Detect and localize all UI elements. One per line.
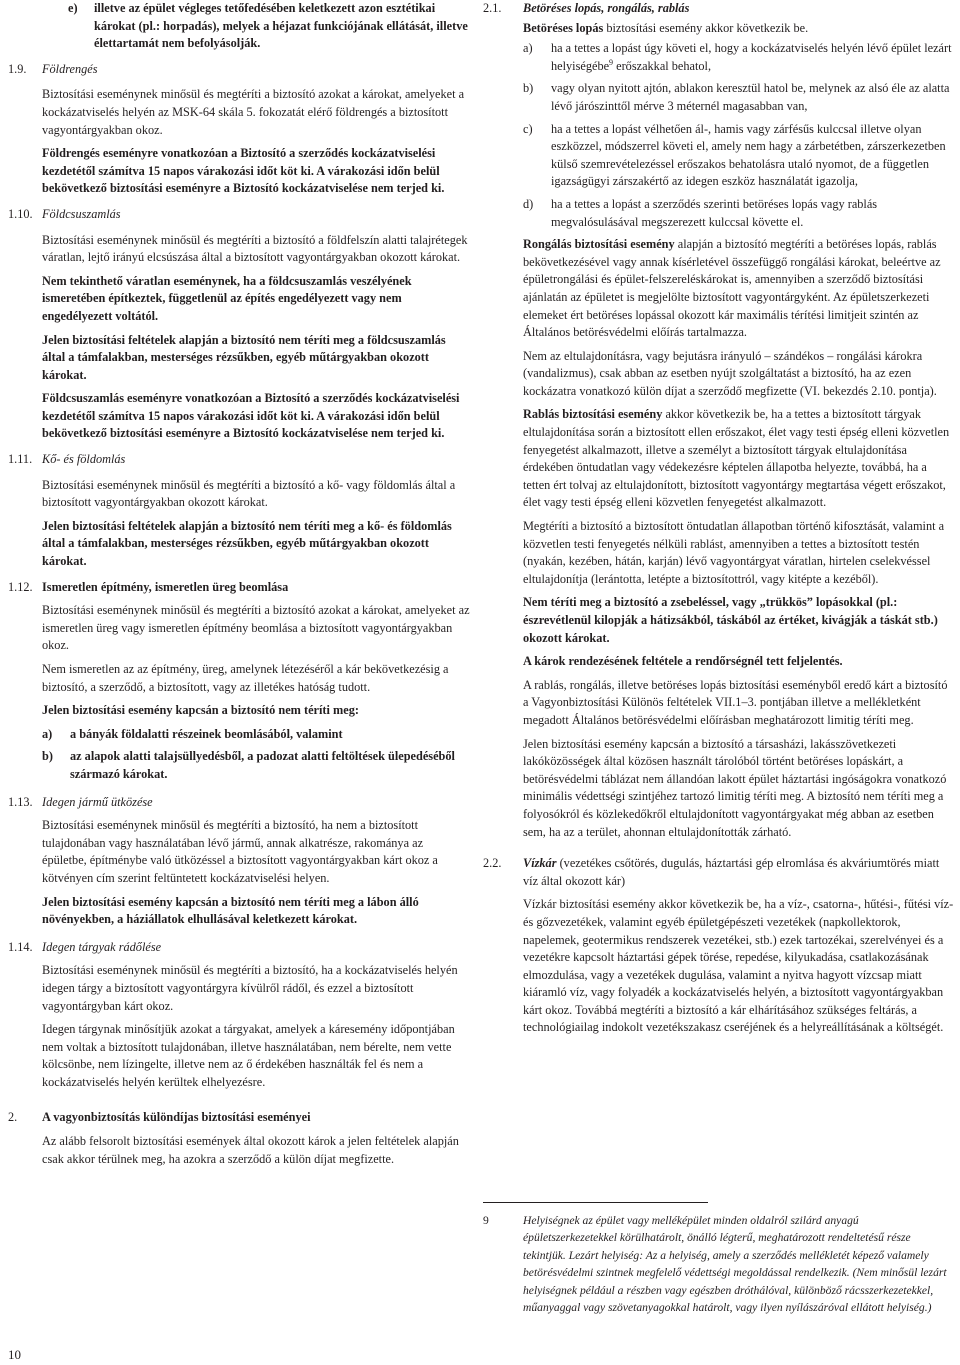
footnote-number: 9 xyxy=(483,1214,489,1227)
paragraph-bold: Nem tekinthető váratlan eseménynek, ha a földcsuszamlás veszélyének ismeretében építkeztek, függetlenül az építés engedélyezett vagy nem engedélyezett voltától. xyxy=(42,273,412,323)
list-key: e) xyxy=(68,1,78,15)
term-rest: biztosítási esemény akkor következik be. xyxy=(606,20,809,35)
list-item-b xyxy=(42,748,470,783)
section-title: Ismeretlen építmény, ismeretlen üreg beomlása xyxy=(42,579,289,594)
section-number: 1.12. xyxy=(8,579,33,594)
term-bold: Rongálás biztosítási esemény xyxy=(523,237,675,252)
section-number: 2.1. xyxy=(483,1,502,15)
footnote-ref: 9 xyxy=(609,57,614,67)
section-1-10 xyxy=(8,206,470,443)
section-1-12 xyxy=(8,579,470,784)
section-title: Földrengés xyxy=(42,61,98,76)
section-number: 2.2. xyxy=(483,856,502,871)
list-key: b) xyxy=(42,749,53,764)
paragraph-bold: Jelen biztosítási esemény kapcsán a biztosító nem téríti meg a lábon álló növényekben, a háziállatok elhullásával keletkezett károkat. xyxy=(42,894,419,927)
footnote-divider xyxy=(483,1202,708,1203)
section-title: Betöréses lopás, rongálás, rablás xyxy=(523,1,690,15)
footnote-text: Helyiségnek az épület vagy melléképület minden oldalról szilárd anyagú épületszerkezetekkel körülhatárolt, önálló légterű, meghatározott rendeltetésű része tekintjük. Lezárt helyiség: Az a helyiség, amely a szerződés mellékletét képező valamely betörésvédelmi szintnek megfelelő védettségi megoldással rendelkezik. (Nem minősül lezárt helyiségnek például a részben vagy egészben dróthálóval, különböző rácsszerkezetekkel, műanyaggal vagy szövetanyagokkal határolt, vagy ilyen nyílászáróval ellátott helyiség.) xyxy=(523,1214,947,1315)
section-1-13 xyxy=(8,794,470,929)
footnote xyxy=(483,1212,955,1316)
list-item-e xyxy=(8,0,470,53)
list-text: illetve az épület végleges tetőfedésében keletkezett azon esztétikai károkat (pl.: horpadás), melyek a héjazat funkciójának ellátását, illetve élettartamát nem befolyásolják. xyxy=(94,1,468,51)
section-title: Idegen jármű ütközése xyxy=(42,794,153,809)
paragraph xyxy=(523,20,955,38)
list-text: ha a tettes a lopást vélhetően ál-, hamis vagy zárfésűs kulccsal illetve olyan eszközzel, módszerrel követi el, amely nem hagy a zárbetétben, zárszerkezetben külső szemrevételezéssel erőszakos behatolásra utaló nyomot, de a független igazságügyi zárszakértő az idegen eszköz használatát igazolja, xyxy=(551,121,946,189)
section-1-14 xyxy=(8,939,470,1092)
section-title: Idegen tárgyak rádőlése xyxy=(42,939,162,954)
right-column xyxy=(483,0,955,1043)
list-text: az alapok alatti talajsüllyedésből, a padozat alatti feltöltések ülepedéséből származó károkat. xyxy=(70,749,455,781)
term-rest: alapján a biztosító megtéríti a betöréses lopás, rablás bekövetkezésével vagy annak kísérletével összefüggő rongálási károkat, beleértve az épületrongálási és épület-felszereléskárokat is, amennyiben a szerződő biztosítási ajánlatán az épületet is megjelölte biztosított vagyontárgyként. Az épületszerkezeti elemeket ért betöréses lopással okozott kár maximális térítési limitjeit szintén az Általános betörésvédelmi előírás tartalmazza. xyxy=(523,237,941,340)
section-title: Vízkár xyxy=(523,856,557,871)
paragraph: Jelen biztosítási esemény kapcsán a biztosító a társasházi, lakásszövetkezeti lakóközösségek által közösen használt tárolóból történt betöréses lopáskárt, a betörésvédelmi táblázat nem állandóan lakott épület háztartási ingóságokra vonatkozó minimális védettségi szintjéhez tartozó limitig téríti meg. A biztosító nem téríti meg a folyosókról és közlekedőkről eltulajdonított vagyontárgyakat még abban az esetben sem, ha az a terület, ahonnan eltulajdonították zárható. xyxy=(523,736,947,839)
list-item-c xyxy=(523,121,955,191)
section-1-9 xyxy=(8,61,470,198)
list-item-a xyxy=(42,726,470,744)
section-number: 1.11. xyxy=(8,452,33,467)
paragraph xyxy=(523,406,955,512)
term-rest: akkor következik be, ha a tettes a biztosított tárgyak eltulajdonítása során a biztosított ellen erőszakot, élet vagy testi épség elleni közvetlen fenyegetést alkalmazott, illetve a személyt a biztosított tárgyak eltulajdonítása érdekében öntudatlan vagy védekezésre képtelen állapotba helyezte, továbbá, ha a tetten ért tolvaj az eltulajdonított, biztosított vagyontárgy megtartása végett erőszakot, élet vagy testi épség elleni közvetlen fenyegetést alkalmazott. xyxy=(523,407,950,510)
paragraph: Megtéríti a biztosító a biztosított öntudatlan állapotban történő kifosztását, valamint a közvetlen testi fenyegetés nélküli rablást, amennyiben a tettes a biztosított testén (nyakán, kezében, hátán, karján) lévő vagyontárgyat váratlan, hirtelen cselekvéssel eltulajdonítja (lerántotta, letépte a biztosítottról, vagy kitépte a kezéből). xyxy=(523,519,945,586)
section-2-1 xyxy=(483,0,955,841)
paragraph: Biztosítási eseménynek minősül és megtéríti a biztosító azokat a károkat, amelyeket az ismeretlen üreg vagy ismeretlen építmény beomlása a biztosított vagyontárgyakban okoz. xyxy=(42,603,470,653)
list-key: a) xyxy=(42,726,53,741)
paragraph: Biztosítási eseménynek minősül és megtéríti a biztosító, ha nem a biztosított tulajdonában vagy használatában lévő jármű, annak alkatrésze, rakománya az épületbe, építménybe való ütközéssel a biztosított vagyontárgyakban kárt okoz a kötvényen cím szerint feltüntetett kockázatviselési helyen. xyxy=(42,818,438,885)
list-text: vagy olyan nyitott ajtón, ablakon keresztül hatol be, melynek az alsó éle az alatta lévő járószinttől mérve 3 méternél magasabban van, xyxy=(551,81,950,113)
paragraph: Biztosítási eseménynek minősül és megtéríti a biztosító azokat a károkat, amelyeket a kockázatviselés helyén az MSK-64 skála 5. fokozatát elérő földrengés a biztosított vagyontárgyakban okoz. xyxy=(42,87,465,137)
list-text: ha a tettes a lopást a szerződés szerinti betöréses lopás vagy rablás megvalósulásával megszerezett kulccsal követte el. xyxy=(551,196,878,229)
paragraph-bold: Jelen biztosítási feltételek alapján a biztosító nem téríti meg a kő- és földomlás által a támfalakban, mesterséges rézsűkben, egyéb műtárgyakban okozott károkat. xyxy=(42,518,452,569)
section-number: 1.9. xyxy=(8,61,27,76)
list-text-cont: erőszakkal behatol, xyxy=(616,58,712,73)
list-item-d xyxy=(523,196,955,231)
paragraph: Az alább felsorolt biztosítási események által okozott károk a jelen feltételek alapján csak akkor térülnek meg, ha azokra a szerződő a külön díjat megfizette. xyxy=(42,1134,459,1166)
list-text: ha a tettes a lopást úgy követi el, hogy a kockázatviselés helyén lévő épület lezárt helyiségébe xyxy=(551,41,952,73)
list-key: d) xyxy=(523,196,534,211)
paragraph: Nem az eltulajdonításra, vagy bejutásra irányuló – szándékos – rongálási károkra (vandalizmus), csak abban az esetben nyújt szolgáltatást a biztosító, ha az ezen kockázatra vonatkozó külön díjat a szerződő megfizette (VI. bekezdés 2.10. pontja). xyxy=(523,348,937,398)
section-2-2 xyxy=(483,855,955,1037)
paragraph: Nem ismeretlen az az építmény, üreg, amelynek létezéséről a kár bekövetkezésig a biztosító, a szerződő, a biztosított, vagy az illetékes hatóság tudott. xyxy=(42,662,449,694)
paragraph: A rablás, rongálás, illetve betöréses lopás biztosítási eseményből eredő kárt a biztosító a Vagyonbiztosítási Különös feltételek VII.1–3. pontjában illetve a mellékletként megadott Általános betörésvédelmi előírásban meghatározott limitig téríti meg. xyxy=(523,677,948,727)
section-title: Földcsuszamlás xyxy=(42,206,121,221)
paragraph-bold: Jelen biztosítási feltételek alapján a biztosító nem téríti meg a földcsuszamlás által a támfalakban, mesterséges rézsűkben, egyéb műtárgyakban okozott károkat. xyxy=(42,332,446,382)
paragraph: Idegen tárgynak minősítjük azokat a tárgyakat, amelyek a káresemény időpontjában nem voltak a biztosított tulajdonában, illetve használatában, nem bérelte, nem vette kölcsönbe, nem lízingelte, illetve nem az ő érdekében használták fel és nem a kockázatviselés helyén kerültek elhelyezésre. xyxy=(42,1022,455,1089)
paragraph-bold: Jelen biztosítási esemény kapcsán a biztosító nem téríti meg: xyxy=(42,703,359,718)
list-text: a bányák földalatti részeinek beomlásából, valamint xyxy=(70,726,343,741)
term-bold: Betöréses lopás xyxy=(523,20,604,35)
paragraph-bold: Földrengés eseményre vonatkozóan a Biztosító a szerződés kockázatviselési kezdetétől számítva 15 napos várakozási időt köt ki. A várakozási időn belül bekövetkező biztosítási eseményre a Biztosító kockázatviselése nem terjed ki. xyxy=(42,146,445,196)
list-item-a xyxy=(523,40,955,75)
section-number: 1.10. xyxy=(8,206,33,221)
section-title-rest: (vezetékes csőtörés, dugulás, háztartási gép elromlása és akváriumtörés miatt víz által okozott kár) xyxy=(523,856,940,888)
paragraph: Biztosítási eseménynek minősül és megtéríti a biztosító a kő- vagy földomlás által a biztosított vagyontárgyakban okozott károkat. xyxy=(42,477,456,510)
section-number: 1.13. xyxy=(8,794,33,809)
paragraph xyxy=(523,236,955,342)
list-item-b xyxy=(523,80,955,115)
section-2 xyxy=(8,1109,470,1168)
section-number: 1.14. xyxy=(8,939,33,954)
paragraph: Biztosítási eseménynek minősül és megtéríti a biztosító, ha a kockázatviselés helyén idegen tárgy a biztosított vagyontárgyra kívülről rádől, és ezzel a biztosított vagyontárgyban kárt okoz. xyxy=(42,963,458,1013)
section-1-11 xyxy=(8,451,470,571)
paragraph-bold: Nem téríti meg a biztosító a zsebeléssel, vagy „trükkös” lopásokkal (pl.: észrevétlenül kilopják a hátizsákból, táskából az értéket, kivágják a táskát stb.) okozott károkat. xyxy=(523,595,938,645)
paragraph: Vízkár biztosítási esemény akkor következik be, ha a víz-, csatorna-, hűtési-, fűtési víz- és gőzvezetékek, valamint egyéb épületgépészeti vezetékek (napkollektorok, napelemek, geotermikus rendszerek vezetékei, stb.) ezek tartozékai, szerelvényei és a vezetékre kapcsolt háztartási gépek törése, repedése, kilyukadása, csatlakozásának elmozdulása, vagy a vezetékek dugulása, valamint a nyitva hagyott vízcsap miatt kiáramló víz, vagy folyadék a kockázatviselés helyén, a biztosított vagyontárgyakban kárt okoz. Továbbá megtéríti a biztosító a kár elhárításához szükséges feltárás, a technológiailag indokolt vezetékszakasz cseréjének és a helyreállításának a költségét. xyxy=(523,897,954,1035)
section-title-line xyxy=(523,855,955,890)
paragraph: Biztosítási eseménynek minősül és megtéríti a biztosító a földfelszín alatti talajrétegek váratlan, lejtő irányú elcsúszása által a biztosított vagyontárgyakban okozott károkat. xyxy=(42,232,468,265)
section-number: 2. xyxy=(8,1110,18,1125)
left-column xyxy=(8,0,470,1174)
section-title: A vagyonbiztosítás különdíjas biztosítási eseményei xyxy=(42,1110,311,1125)
page-number: 10 xyxy=(8,1347,21,1362)
list-key: c) xyxy=(523,121,533,136)
section-title: Kő- és földomlás xyxy=(42,452,126,467)
paragraph-bold: Földcsuszamlás eseményre vonatkozóan a Biztosító a szerződés kockázatviselési kezdetétől számítva 15 napos várakozási időt köt ki. A várakozási időn belül bekövetkező biztosítási eseményre a Biztosító kockázatviselése nem terjed ki. xyxy=(42,391,460,441)
paragraph-bold: A károk rendezésének feltétele a rendőrségnél tett feljelentés. xyxy=(523,654,843,669)
term-bold: Rablás biztosítási esemény xyxy=(523,407,663,422)
list-key: b) xyxy=(523,81,534,96)
list-key: a) xyxy=(523,41,533,56)
